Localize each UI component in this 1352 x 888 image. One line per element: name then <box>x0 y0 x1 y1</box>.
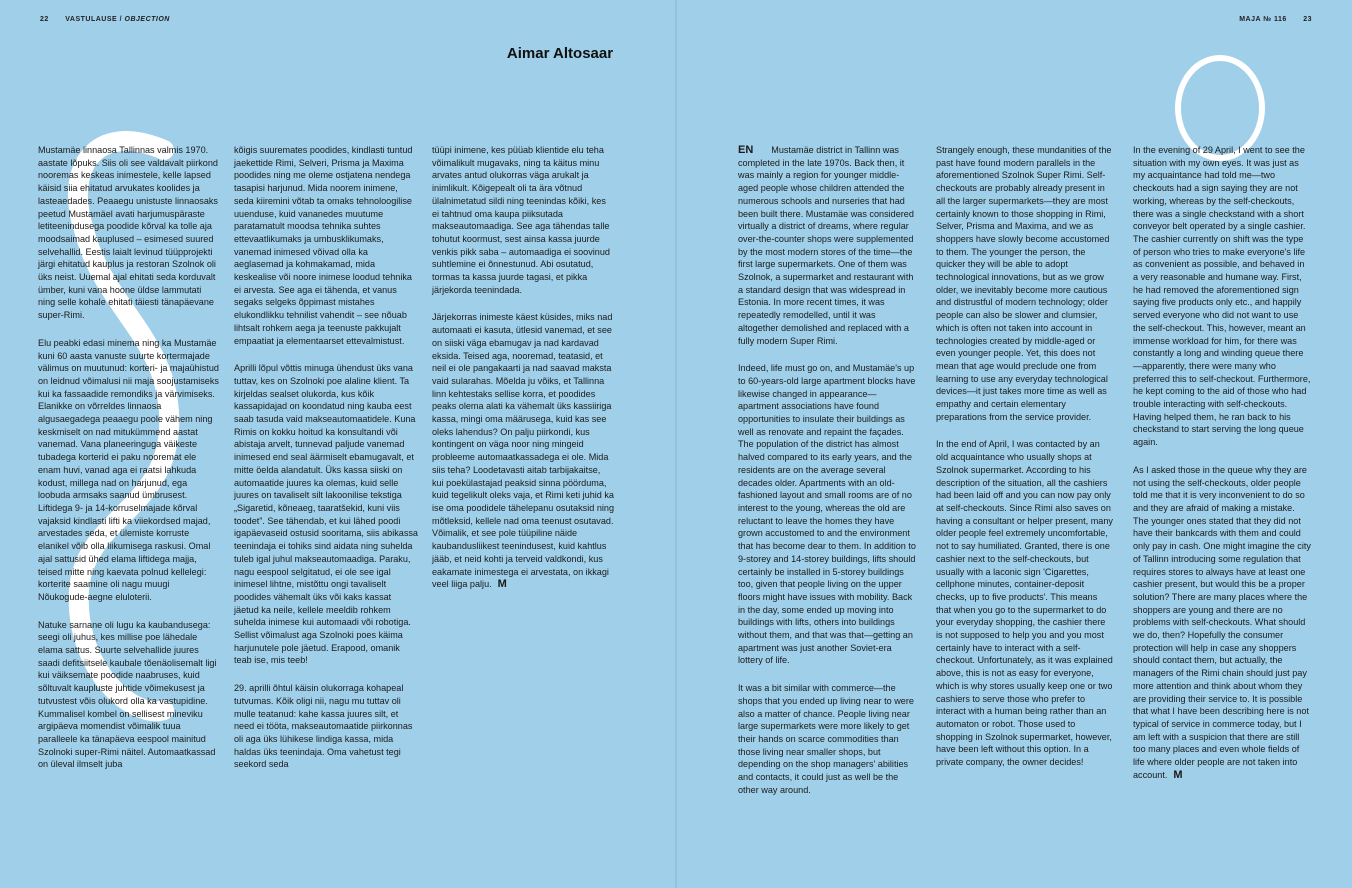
estonian-column-3 <box>432 144 614 606</box>
paragraph: In the evening of 29 April, I went to see the situation with my own eyes. It was just as my acquaintance had told me—two checkouts had a sign saying they are not working, whereas by the self-checkouts, there was a single checkstand with a short conveyor belt operated by a single cashier. The cashier currently on shift was the type of person who tries to make everyone's life as convenient as possible, and behaved in a very reasonable and humane way. First, he had removed the aforementioned sign saying five products only etc., and happily served everyone who did not want to use the self-checkout. This, however, meant an immense workload for him, for there was constantly a long and winding queue there—apparently, there were many who preferred this to self-checkout. Furthermore, he kept coming to the aid of those who had trouble interacting with self-checkouts. Having helped them, he ran back to his checkstand to start serving the long queue again. <box>1133 145 1311 448</box>
estonian-column-1 <box>38 144 220 786</box>
folio-left <box>40 16 170 23</box>
section-label <box>65 16 170 23</box>
english-column-2 <box>936 144 1114 784</box>
paragraph: Aprilli lõpul võttis minuga ühendust üks vana tuttav, kes on Szolnoki poe alaline klient. Ta kirjeldas sealset olukorda, kus kõik kassapidajad on koondatud ning kauba eest saab tasuda vaid makseautomaatidele. Kuna Rimis on kokku hoitud ka konsultandi või abistaja arvelt, tunnevad paljude vanemad inimesed end seal äärmiselt ebamugavalt, et mitte öelda alandatult. Üks kassa siiski on automaatide juures ka olemas, kuid selle juures on tavaliselt silt lakoonilise tekstiga „Sigaretid, kõneaeg, taaratšekid, kuni viis toodet”. See tähendab, et kui lähed poodi igapäevaseid ostusid sooritama, siis abikassa teenindaja ei tohiks sind aidata ning suhelda tuleb igal juhul makseautomaadiga. Paraku, nagu eespool selgitatud, ei ole see igal inimesel lihtne, mistõttu ongi tavaliselt poodides vähemalt üks või kaks kassat jäetud ka neile, kellele meeldib rohkem suhelda inimese kui automaadi või robotiga. Sellist võimalust aga Szolnoki poes käima harjunutele pole jäetud. Erapood, omanik teab ise, mis teeb! <box>234 363 418 666</box>
paragraph <box>738 144 916 347</box>
end-mark: M <box>497 578 507 591</box>
end-mark: M <box>1173 768 1183 781</box>
paragraph: Natuke sarnane oli lugu ka kaubandusega: seegi oli juhus, kes millise poe lähedale elama sattus. Suurte selvehallide juures saadi defitsiitsele kaubale tõenäolisemalt ligi kui väiksemate poodide naabruses, kuid sõltuvalt kaupluste juhtide võimekusest ja tutvustest võis olukord olla ka vastupidine. Kummalisel kombel on sellisest mineviku argipäeva momendist võimalik tuua paralleele ka tänapäeva eespool mainitud Szolnoki super-Rimi näitel. Automaatkassad on üleval ilmselt juba <box>38 619 217 770</box>
paragraph: tüüpi inimene, kes püüab klientide elu teha võimalikult mugavaks, ning ta käitus minu arvates antud olukorras väga arukalt ja inimlikult. Kõigepealt oli ta ära võtnud ülalnimetatud sildi ning teenindas kõiki, kes ei tahtnud oma kaupa piiksutada makseautomaadiga. See aga tähendas talle tohutut koormust, sest ainsa kassa juurde venkis pikk saba – automaadiga ei soovinud suhtlemine ei õnnestunud. Abi osutatud, tormas ta kassa juurde tagasi, et pikka järjekorda teenindada. <box>432 145 610 295</box>
folio-right <box>1239 16 1312 23</box>
paragraph <box>1133 464 1311 782</box>
english-column-1 <box>738 144 916 811</box>
language-tag: EN <box>738 144 754 156</box>
section-label-italic: OBJECTION <box>124 16 170 23</box>
paragraph-text: Järjekorras inimeste käest küsides, miks nad automaati ei kasuta, ütlesid vanemad, et see on siiski väga ebamugav ja nad kardavad eksida. Teised aga, nooremad, teatasid, et neil ei ole pangakaarti ja nad saavad maksta vaid sularahas. Mõelda ju võiks, et Tallinna linn kehtestaks sellise korra, et poodides peaks olema alati ka vähemalt üks kassiiriga kassa, mingi oma määrusega, kuid kas see oleks lahendus? On palju piirkondi, kus kontingent on väga noor ning mingeid probleeme automaatkassadega ei ole. Mida siis teha? Loodetavasti aitab tarbijakaitse, kui poekülastajad peaksid sinna pöörduma, kuid tegelikult oleks vaja, et Rimi keti juhid ka ise oma poodidele tähelepanu osutaksid ning mõtleksid, kellele nad oma teenust osutavad. Võimalik, et see pole tüüpiline näide kaubandusliikest teenindusest, kuid kahtlus jääb, et neid kohti ja terveid valdkondi, kus eakamate inimestega ei arvestata, on ikkagi veel liiga palju. <box>432 312 615 590</box>
paragraph: Mustamäe linnaosa Tallinnas valmis 1970. aastate lõpuks. Siis oli see valdavalt piirkond nooremas keskeas inimestele, kelle lapsed käisid siia ehitatud arvukates koolides ja lasteaedades. Peaaegu unistuste linnaosaks peetud Mustamäel avati harjumuspäraste letiteenindusega poodide kõrval ka tolle aja moodsaimad kauplused – esimesed suured selvehallid. Eestis laialt levinud tüüpprojekti järgi ehitatud kauplus ja restoran Szolnok oli üks neist. Uuemal ajal ehitati seda korduvalt ümber, kuni vana hoone üldse lammutati ning selle kohale ehitati täiesti tänapäevane super-Rimi. <box>38 145 218 321</box>
paragraph-text: As I asked those in the queue why they are not using the self-checkouts, older people told me that it is very inconvenient to do so and they are afraid of making a mistake. The younger ones stated that they did not have their bankcards with them and could only pay in cash. One might imagine the city of Tallinn introducing some regulation that requires stores to always have at least one cashier present, but would this be a proper solution? There are many places where the shoppers are young and there are no problems with self-checkouts. What should we do, then? Hopefully the consumer protection will help in case any shoppers should contact them, but actually, the managers of the Rimi chain should just pay more attention and think about whom they are providing their service to. It is possible that what I have been describing here is not typical of service in commerce today, but I am left with a suspicion that there are still too many places and even whole fields of life where older people are not taken into account. <box>1133 464 1311 780</box>
paragraph: In the end of April, I was contacted by an old acquaintance who usually shops at Szolnok supermarket. According to his description of the situation, all the cashiers had been laid off and you can now pay only at self-checkouts. Since Rimi also saves on having a consultant or helper present, many older people feel extremely uncomfortable, not to say humiliated. Granted, there is one cashier next to the self-checkouts, but usually with a laconic sign 'Cigarettes, cellphone minutes, container-deposit checks, up to five products'. This means that when you go to the supermarket to do your everyday shopping, the cashier there is not supposed to help you and you most certainly have to interact with a self-checkout. Unfortunately, as it was explained above, this is not as easy for everyone, which is why stores usually keep one or two cashiers to serve those who prefer to interact with a human being rather than an automaton or robot. Those used to shopping in Szolnok supermarket, however, have been left without this option. In a private company, the owner decides! <box>936 439 1113 768</box>
paragraph: It was a bit similar with commerce—the shops that you ended up living near to were also a matter of chance. People living near large supermarkets were more likely to get their hands on scarce commodities than those living near smaller shops, but depending on the shop managers' abilities and contacts, it could just as well be the other way around. <box>738 683 914 795</box>
english-column-3 <box>1133 144 1311 796</box>
page-gutter <box>675 0 677 888</box>
page-number-right: 23 <box>1303 16 1312 23</box>
paragraph: Elu peabki edasi minema ning ka Mustamäe kuni 60 aasta vanuste suurte kortermajade välimus on muutunud: korteri- ja majaühistud on leidnud võimalusi nii maja soojustamiseks kui ka fassaadide remondiks ja värvimiseks. Elanikke on võrreldes linnaosa algusaegadega peaaegu poole vähem ning keskmiselt on nad mitukümmend aastat vanemad. Vana planeeringuga väikeste tubadega korterid ei paku nooremat ele enam huvi, vanad aga ei raatsi lahkuda kodust, millega nad on harjunud, ega loobuda armsaks saanud ümbrusest. Liftidega 9- ja 14-korruselmajade kõrval vajaksid kindlasti lifti ka viiekordsed majad, arvestades seda, et ülemiste korruste elanikel võib olla liikumisega raskusi. Omal ajal sattusid ühed elama liftidega majja, teised mitte ning kaevata polnud kellelegi: korterite saamine oli nagu muugi Nõukogude-aegne eluloterii. <box>38 337 219 602</box>
paragraph: kõigis suuremates poodides, kindlasti tuntud jaekettide Rimi, Selveri, Prisma ja Maxima poodides ning me oleme ostjatena nendega tasapisi harjunud. Mida noorem inimene, seda kiiremini võtab ta omaks tehnoloogilise uuenduse, kuid vananedes muutume paratamatult moodsa tehnika suhtes ettevaatlikumaks ja umbusklikumaks, vanemad inimesed võivad olla ka aeglasemad ja kohmakamad, mida keskealise või noore inimese loodud tehnika ei arvesta. See aga ei tähenda, et vanus segaks selgeks õppimast mistahes elukondlikku tehnilist vahendit – see nõuab lihtsalt rohkem aega ja teenuste pakkujalt empaatiat ja elementaarset ettevalmistust. <box>234 145 413 346</box>
paragraph-text: Mustamäe district in Tallinn was completed in the late 1970s. Back then, it was mainly a region for younger middle-aged people whose children attended the numerous schools and nurseries that had been built there. Mustamäe was considered virtually a district of dreams, where regular over-the-counter shops were supplemented by the most modern stores of the time—the first large supermarkets. One of them was Szolnok, a supermarket and restaurant with a standard design that was widespread in Estonia. In more recent times, it was repeatedly remodelled, until it was altogether demolished and replaced with a fully modern Super Rimi. <box>738 145 914 346</box>
section-label-main: VASTULAUSE / <box>65 16 125 23</box>
paragraph <box>432 311 614 590</box>
paragraph: Strangely enough, these mundanities of the past have found modern parallels in the aforementioned Szolnok Super Rimi. Self-checkouts are probably already present in all the larger supermarkets—they are most certainly known to those shopping in Rimi, Selver, Prisma and Maxima, and we as shoppers have slowly become accustomed to them. The younger the person, the quicker they will be able to adopt technological innovations, but as we grow older, we inevitably become more cautious and distrustful of modern technology; older people can also be slower and clumsier, which is often not taken into account in technologies created by middle-aged or even younger people. Yet, this does not mean that age would preclude one from learning to use any everyday technological devices—it just takes more time as well as empathy and certain elementary preparations from the service provider. <box>936 145 1112 422</box>
estonian-column-2 <box>234 144 418 786</box>
magazine-issue: MAJA № 116 <box>1239 16 1287 23</box>
author-title: Aimar Altosaar <box>506 45 614 62</box>
paragraph: Indeed, life must go on, and Mustamäe's up to 60-years-old large apartment blocks have likewise changed in appearance—apartment associations have found opportunities to insulate their buildings as well as renovate and repaint the façades. The population of the district has almost halved compared to its early years, and the residents are on the average several decades older. Apartments with an old-fashioned layout and small rooms are of no interest to the young, whereas the old are reluctant to leave the homes they have grown accustomed to and the environment that has become dear to them. In addition to 9-storey and 14-storey buildings, lifts should certainly be installed in 5-storey buildings too, given that people living on the upper floors might have issues with mobility. Back in the day, some ended up moving into buildings with lifts, others into buildings without them, and that was that—getting an apartment was just another Soviet-era lottery of life. <box>738 363 916 666</box>
paragraph: 29. aprilli õhtul käisin olukorraga kohapeal tutvumas. Kõik oligi nii, nagu mu tuttav oli mulle teatanud: kahe kassa juures silt, et need ei tööta, makseautomaatide piirkonnas oli aga üks lühikese lindiga kassa, mida haldas üks teenindaja. Oma vahetust tegi seekord seda <box>234 683 413 770</box>
page-number-left: 22 <box>40 16 49 23</box>
